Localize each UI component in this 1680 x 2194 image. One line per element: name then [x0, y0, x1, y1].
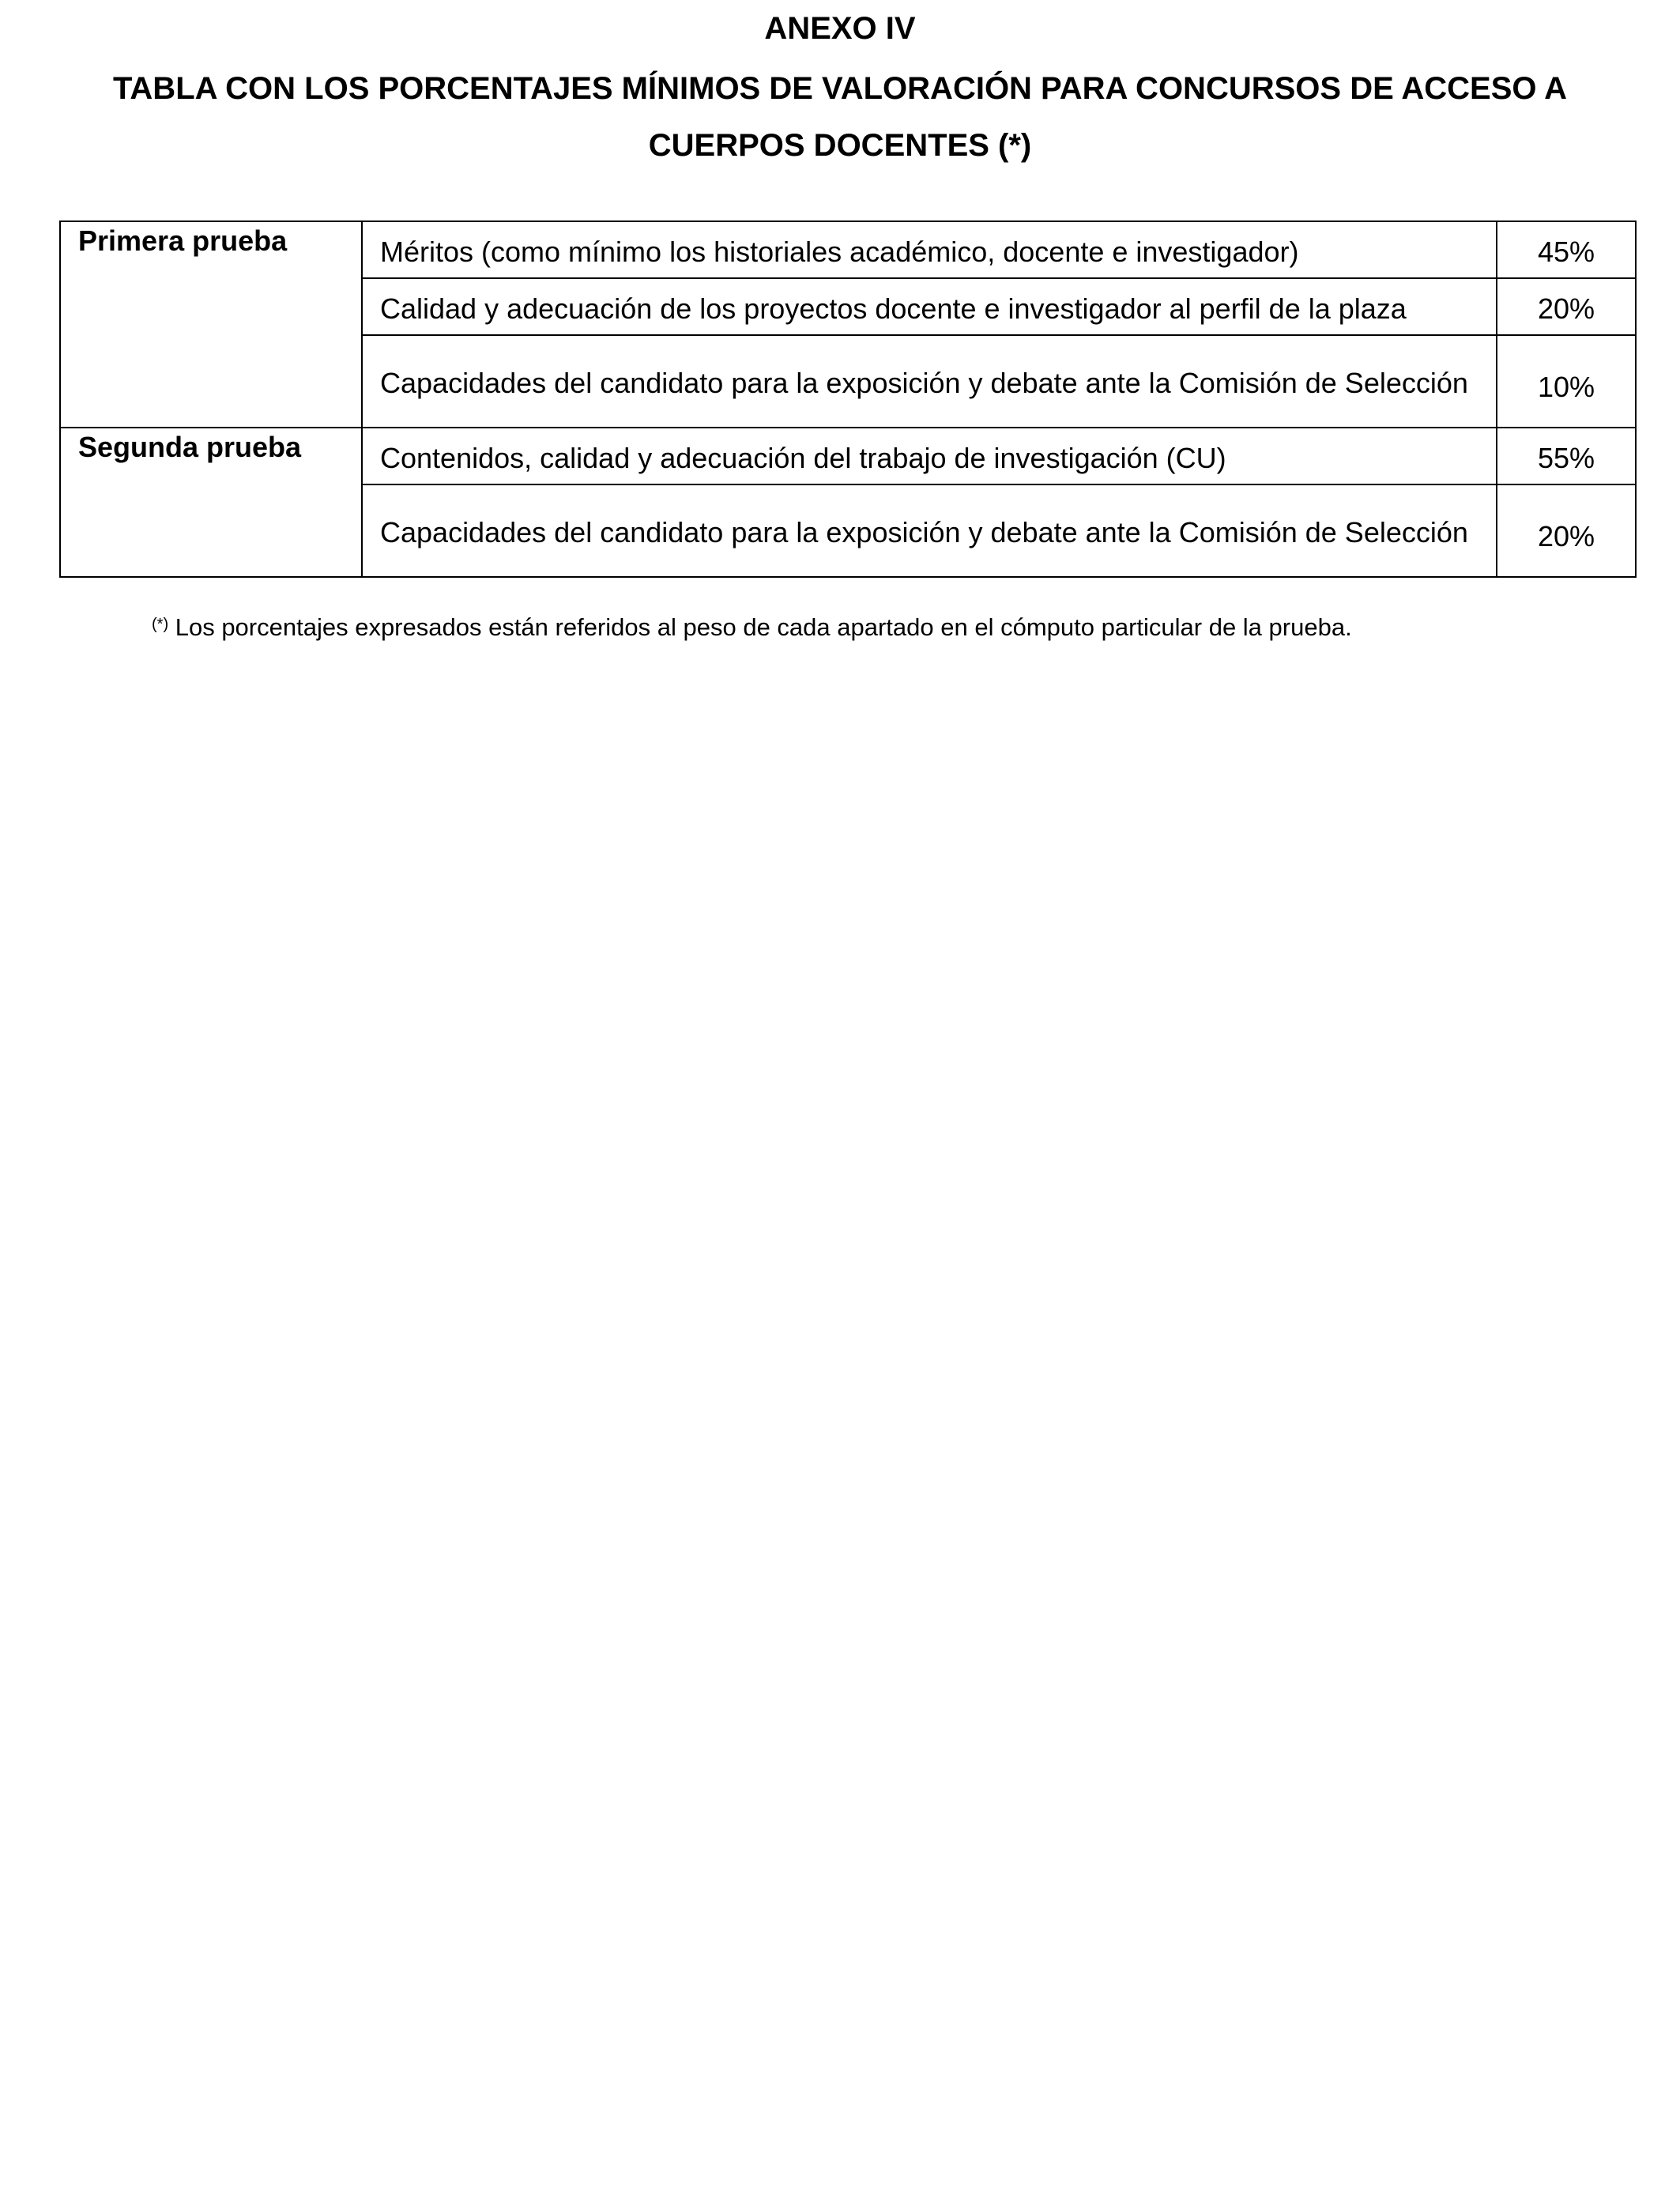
table-title-line-2: CUERPOS DOCENTES (*) [648, 128, 1032, 163]
criterion-percent: 10% [1497, 335, 1636, 428]
footnote-text: Los porcentajes expresados están referidos al peso de cada apartado en el cómputo particular de la prueba. [168, 613, 1352, 641]
annex-heading: ANEXO IV [764, 11, 916, 46]
table-title-line-1: TABLA CON LOS PORCENTAJES MÍNIMOS DE VALORACIÓN PARA CONCURSOS DE ACCESO A [112, 71, 1568, 106]
table-row [60, 428, 1636, 484]
test-name: Segunda prueba [78, 431, 302, 463]
criterion-percent: 20% [1497, 278, 1636, 335]
criterion-description: Calidad y adecuación de los proyectos docente e investigador al perfil de la plaza [362, 278, 1497, 335]
criterion-description: Contenidos, calidad y adecuación del trabajo de investigación (CU) [362, 428, 1497, 484]
criterion-percent: 55% [1497, 428, 1636, 484]
test-name-cell [60, 221, 362, 428]
title-block [0, 6, 1680, 168]
test-name-cell [60, 428, 362, 577]
criterion-description: Capacidades del candidato para la exposición y debate ante la Comisión de Selección [362, 484, 1497, 577]
criterion-percent: 20% [1497, 484, 1636, 577]
grading-table [59, 221, 1637, 578]
table-row [60, 221, 1636, 278]
criterion-description: Méritos (como mínimo los historiales académico, docente e investigador) [362, 221, 1497, 278]
test-name: Primera prueba [78, 224, 288, 257]
criterion-percent: 45% [1497, 221, 1636, 278]
footnote [152, 612, 1352, 643]
footnote-marker: (*) [152, 616, 169, 633]
criterion-description: Capacidades del candidato para la exposición y debate ante la Comisión de Selección [362, 335, 1497, 428]
